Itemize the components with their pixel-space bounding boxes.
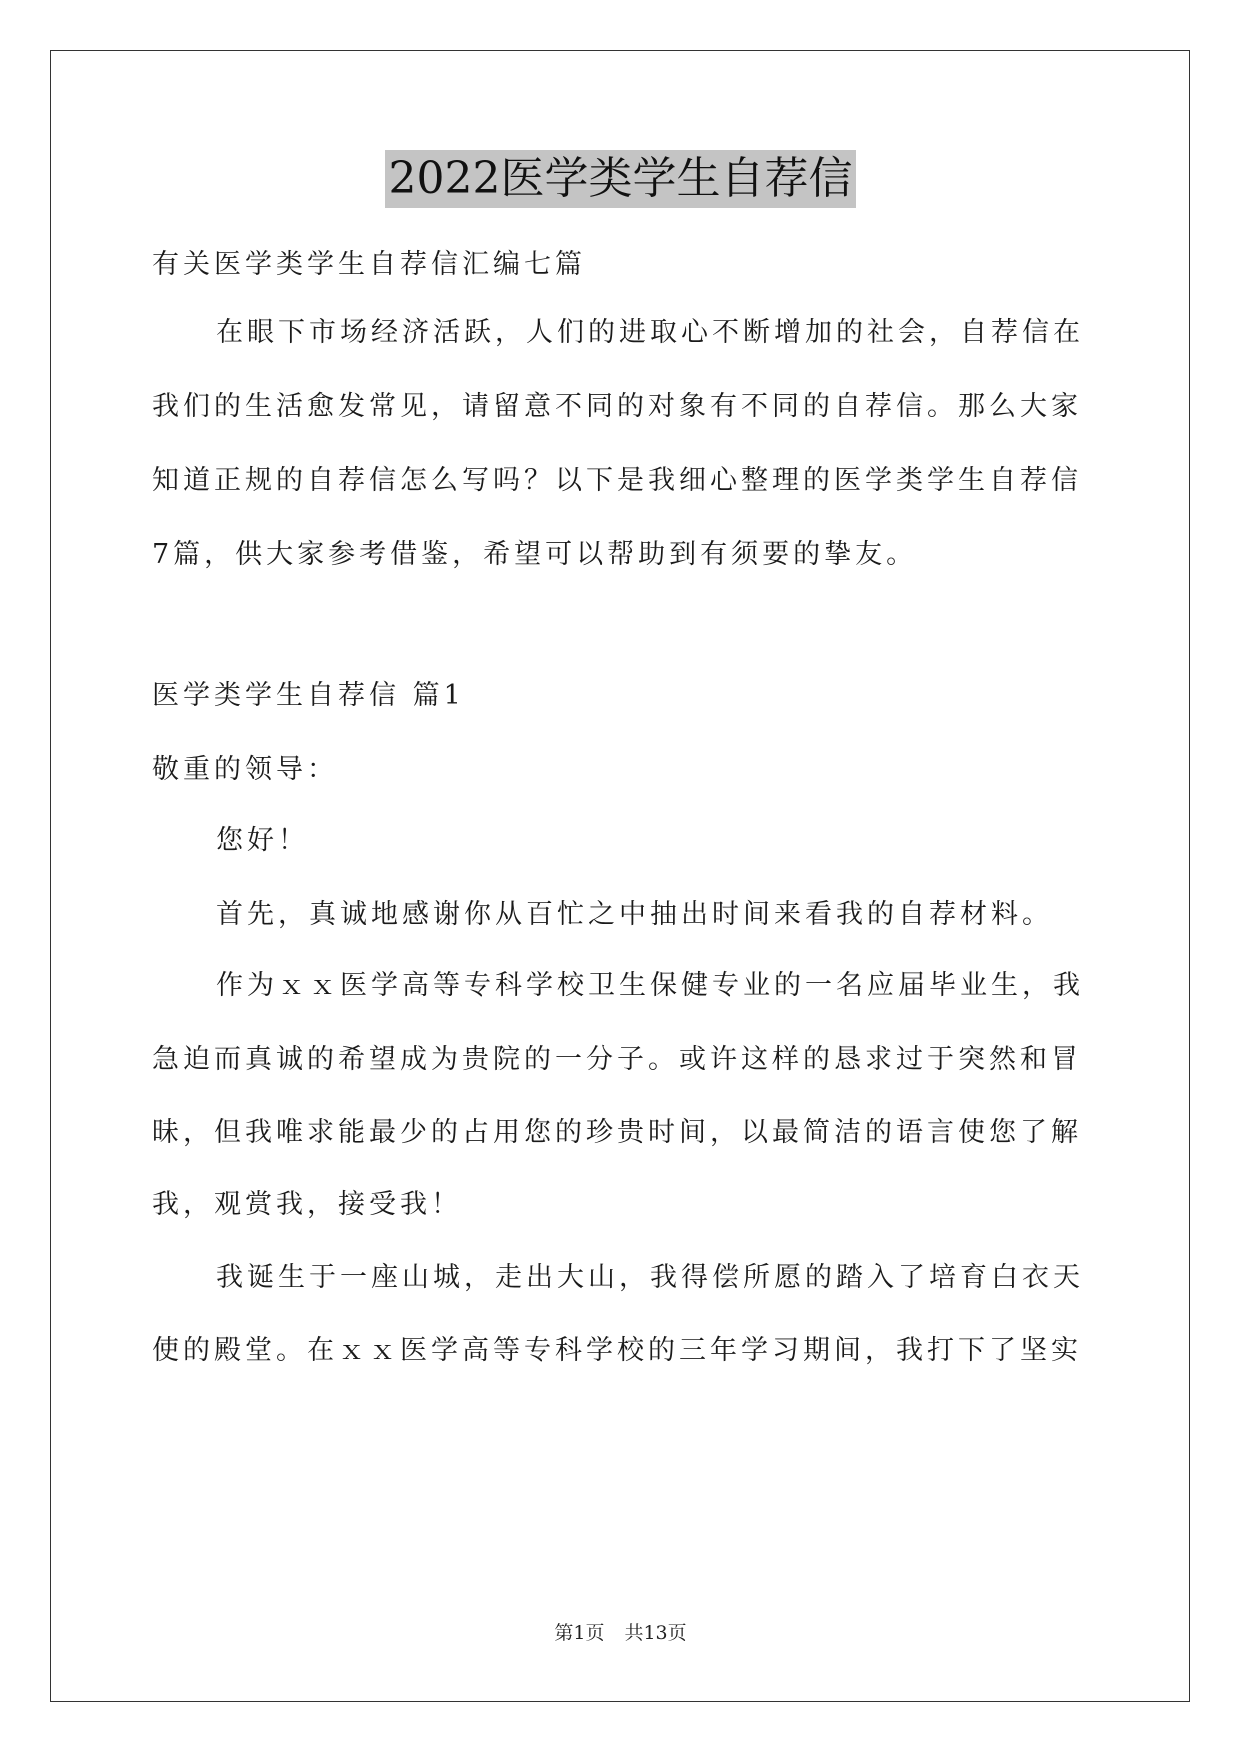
page-border [50, 50, 1190, 1702]
document-title-text: 2022医学类学生自荐信 [385, 150, 857, 208]
page-total: 共13页 [624, 1622, 687, 1644]
intro-paragraph-line-4: 7篇，供大家参考借鉴，希望可以帮助到有须要的挚友。 [152, 539, 918, 570]
subtitle-line: 有关医学类学生自荐信汇编七篇 [152, 249, 586, 280]
page-footer [0, 1620, 1241, 1646]
page-number: 第1页 [554, 1622, 605, 1644]
body-paragraph-2-line-1: 作为ｘｘ医学高等专科学校卫生保健专业的一名应届毕业生，我 [216, 970, 1084, 1001]
greeting: 您好！ [216, 825, 309, 856]
salutation: 敬重的领导： [152, 754, 338, 785]
intro-paragraph-line-1: 在眼下市场经济活跃，人们的进取心不断增加的社会，自荐信在 [216, 317, 1084, 348]
body-paragraph-3-line-2: 使的殿堂。在ｘｘ医学高等专科学校的三年学习期间，我打下了坚实 [152, 1335, 1082, 1366]
section-heading: 医学类学生自荐信 篇1 [152, 680, 465, 711]
body-paragraph-1-line-1: 首先，真诚地感谢你从百忙之中抽出时间来看我的自荐材料。 [216, 899, 1053, 930]
body-paragraph-2-line-2: 急迫而真诚的希望成为贵院的一分子。或许这样的恳求过于突然和冒 [152, 1044, 1082, 1075]
intro-paragraph-line-2: 我们的生活愈发常见，请留意不同的对象有不同的自荐信。那么大家 [152, 391, 1082, 422]
body-paragraph-3-line-1: 我诞生于一座山城，走出大山，我得偿所愿的踏入了培育白衣天 [216, 1262, 1084, 1293]
body-paragraph-2-line-4: 我，观赏我，接受我！ [152, 1189, 462, 1220]
intro-paragraph-line-3: 知道正规的自荐信怎么写吗？以下是我细心整理的医学类学生自荐信 [152, 465, 1082, 496]
body-paragraph-2-line-3: 昧，但我唯求能最少的占用您的珍贵时间，以最简洁的语言使您了解 [152, 1117, 1082, 1148]
document-title [0, 150, 1241, 208]
